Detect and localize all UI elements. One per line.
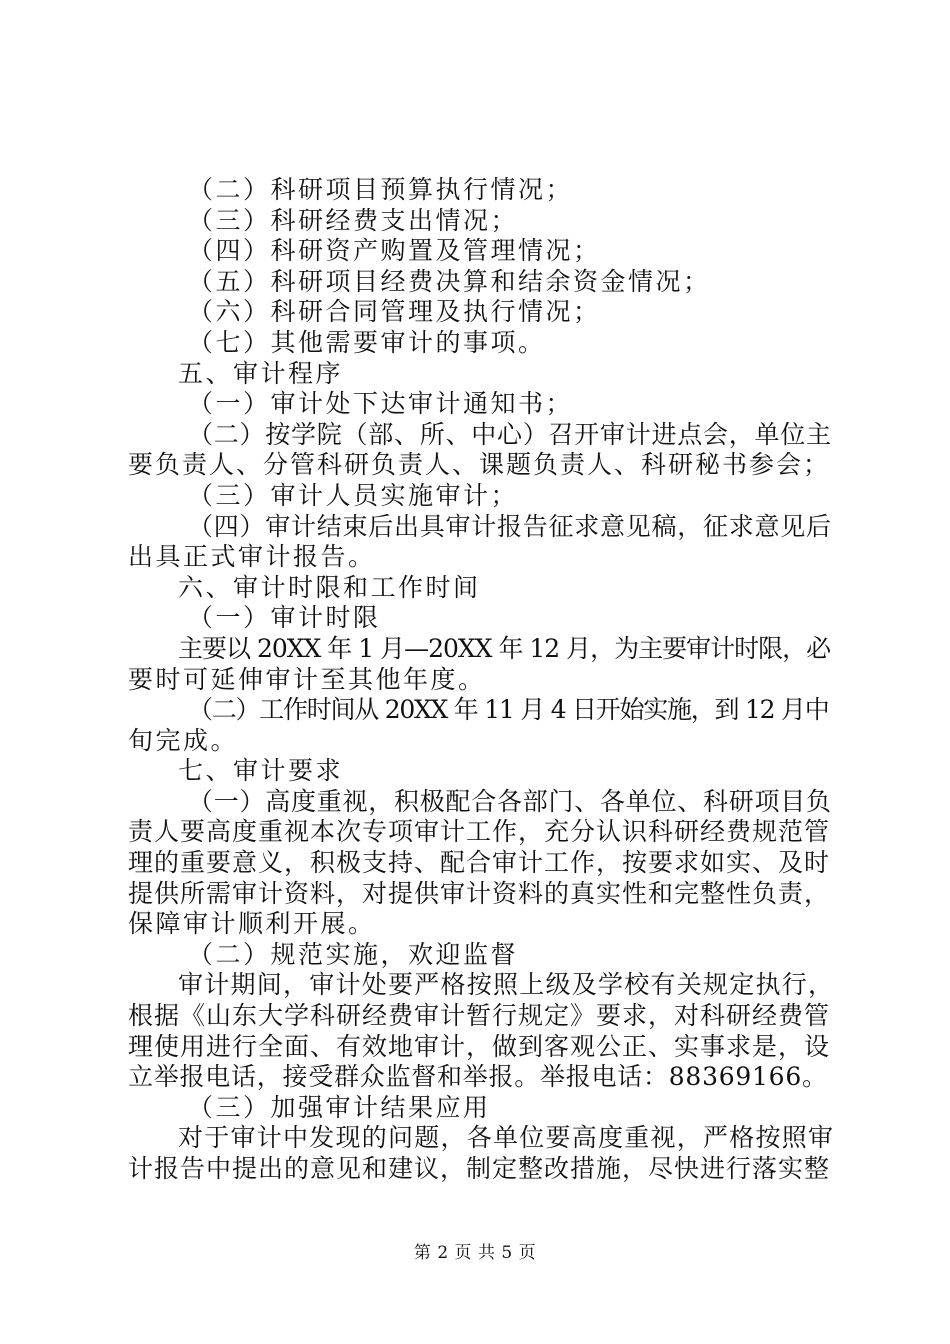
text-line: （三）审计人员实施审计； [188,480,519,510]
text-line: 理使用进行全面、有效地审计，做到客观公正、实事求是，设 [128,1031,831,1061]
text-line: （一）审计时限 [188,603,381,633]
text-line: 旬完成。 [128,725,239,755]
text-line: 对于审计中发现的问题，各单位要高度重视，严格按照审 [178,1123,835,1153]
text-line: 七、审计要求 [178,756,344,786]
text-line: （四）科研资产购置及管理情况； [188,236,601,266]
text-line: （一）高度重视，积极配合各部门、各单位、科研项目负 [188,786,832,816]
text-line: 理的重要意义，积极支持、配合审计工作，按要求如实、及时 [128,848,831,878]
text-line: （七）其他需要审计的事项。 [188,327,546,357]
text-line: （二）按学院（部、所、中心）召开审计进点会，单位主 [188,419,832,449]
text-line: （二）科研项目预算执行情况； [188,175,574,204]
text-line: 计报告中提出的意见和建议，制定整改措施，尽快进行落实整 [128,1154,831,1183]
page-footer: 第 2 页 共 5 页 [413,1243,537,1263]
text-line: （一）审计处下达审计通知书； [188,389,574,419]
text-line: 要时可延伸审计至其他年度。 [128,664,486,694]
document-body [128,175,834,1185]
text-line: 根据《山东大学科研经费审计暂行规定》要求，对科研经费管 [128,1001,831,1031]
text-line: 责人要高度重视本次专项审计工作，充分认识科研经费规范管 [128,817,831,847]
text-line: 保障审计顺利开展。 [128,909,376,939]
text-line: 要负责人、分管科研负责人、课题负责人、科研秘书参会； [128,450,831,480]
text-line: 审计期间，审计处要严格按照上级及学校有关规定执行， [178,970,835,1000]
text-line: 主要以 20XX 年 1 月—20XX 年 12 月，为主要审计时限，必 [178,633,831,663]
text-line: （三）加强审计结果应用 [188,1092,491,1122]
text-line: （三）科研经费支出情况； [188,205,519,235]
text-line: （二）工作时间从 20XX 年 11 月 4 日开始实施，到 12 月中 [188,695,829,725]
text-line: （四）审计结束后出具审计报告征求意见稿，征求意见后 [188,511,832,541]
text-line: 出具正式审计报告。 [128,542,376,572]
text-line: （五）科研项目经费决算和结余资金情况； [188,266,711,296]
text-line: （二）规范实施，欢迎监督 [188,939,519,969]
text-line: 六、审计时限和工作时间 [178,572,481,602]
text-line: 提供所需审计资料，对提供审计资料的真实性和完整性负责， [128,878,831,908]
text-line: 五、审计程序 [178,358,344,388]
text-line: （六）科研合同管理及执行情况； [188,297,601,327]
text-line: 立举报电话，接受群众监督和举报。举报电话：88369166。 [128,1062,828,1092]
